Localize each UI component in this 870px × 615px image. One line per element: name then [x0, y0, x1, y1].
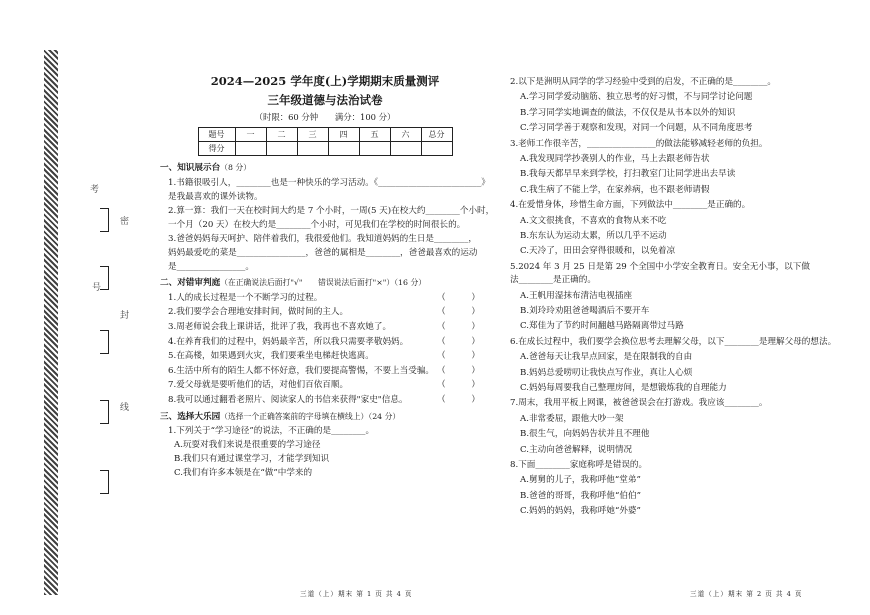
question-text: 3.爸爸妈妈每天呵护、陪伴着我们，我很爱他们。我知道妈妈的生日是________， — [168, 234, 477, 245]
judge-item — [160, 381, 490, 390]
score-cell: 一 — [235, 128, 266, 142]
question-text: 5.2024 年 3 月 25 日是第 29 个全国中小学安全教育日。安全无小事，以下做 — [510, 261, 810, 272]
score-cell[interactable] — [421, 142, 452, 156]
score-cell[interactable] — [235, 142, 266, 156]
question-text: 4.在爱惜身体，珍惜生命方面，下列做法中________是正确的。 — [510, 200, 751, 211]
seal-line — [90, 170, 144, 530]
score-cell: 二 — [266, 128, 297, 142]
judge-text: 3.周老师说会我上课讲话，批评了我，我再也不喜欢她了。 — [168, 321, 392, 332]
option-b: B.学习同学实地调查的做法，不仅仅是从书本以外的知识 — [520, 107, 736, 118]
option-c: C.妈妈每周要我自己整理房间，是想锻炼我的自理能力 — [520, 383, 727, 394]
seal-char: 封 — [120, 311, 130, 321]
seal-char: 线 — [120, 403, 130, 413]
answer-paren[interactable]: （ ） — [437, 365, 480, 376]
seal-char: 密 — [120, 217, 130, 227]
question-text: 一个月（20 天）在校大约是________个小时，可见我们在学校的时间很长的。 — [168, 219, 466, 230]
option-b: B.刘玲玲劝阻爸爸喝酒后不要开车 — [520, 306, 650, 317]
answer-paren[interactable]: （ ） — [437, 307, 480, 318]
score-value-row — [198, 142, 452, 156]
score-cell[interactable] — [266, 142, 297, 156]
section-2-title — [160, 279, 490, 288]
option-c: C.郑佳为了节约时间翻越马路隔离带过马路 — [520, 321, 684, 332]
option-b: B.东东认为运动太累，所以几乎不运动 — [520, 230, 667, 241]
option-b: B.我每天都早早来到学校，打扫教室门让同学进出去早读 — [520, 169, 736, 180]
answer-paren[interactable]: （ ） — [437, 321, 480, 332]
option-a: A.非常委屈，跟他大吵一架 — [520, 413, 624, 424]
judge-item — [160, 323, 490, 332]
question-text: 法________是正确的。 — [510, 275, 596, 286]
option-c: C.我生病了不能上学，在家养病，也不跟老师请假 — [520, 184, 710, 195]
judge-item — [160, 396, 490, 405]
option-a: A.文文很挑食，不喜欢的食物从来不吃 — [520, 215, 667, 226]
exam-subtitle: 三年级道德与法治试卷 — [267, 92, 383, 107]
judge-text: 2.我们要学会合理地安排时间，做时间的主人。 — [168, 307, 349, 318]
score-cell[interactable] — [297, 142, 328, 156]
option-a: A.玩耍对我们来说是很重要的学习途径 — [174, 440, 321, 451]
judge-text: 4.在养育我们的过程中，妈妈最辛苦，所以我只需要孝敬妈妈。 — [168, 336, 409, 347]
answer-paren[interactable]: （ ） — [437, 292, 480, 303]
score-cell: 四 — [328, 128, 359, 142]
question-text: 1.书籍很吸引人，________也是一种快乐的学习活动。《________________________》 — [168, 178, 490, 188]
question-text: 7.周末，我用平板上网课，被爸爸误会在打游戏。我应该________。 — [510, 398, 768, 409]
option-c: C.我们有许多本领是在“做”中学来的 — [174, 468, 313, 479]
seal-bracket — [100, 266, 109, 290]
option-c: C.天冷了，田田会穿得很暖和，以免着凉 — [520, 246, 676, 257]
score-cell[interactable] — [328, 142, 359, 156]
option-b: B.很生气，向妈妈告状并且不理他 — [520, 429, 650, 440]
question-text: 是________________。 — [168, 261, 254, 272]
score-table — [198, 127, 453, 156]
seal-bracket — [100, 330, 109, 354]
exam-title: 2024—2025 学年度(上)学期期末质量测评 — [210, 74, 440, 88]
score-cell: 六 — [390, 128, 421, 142]
score-cell: 五 — [359, 128, 390, 142]
option-b: B.我们只有通过课堂学习，才能学到知识 — [174, 454, 330, 465]
option-b: B.妈妈总爱唠叨让我快点写作业，真让人心烦 — [520, 367, 693, 378]
option-a: A.王帆用湿抹布清洁电视插座 — [520, 290, 633, 301]
judge-text: 5.在高楼，如果遇到火灾，我们要乘坐电梯赶快逃离。 — [168, 351, 374, 362]
question-text: 是我最喜欢的课外读物。 — [168, 191, 263, 202]
seal-bracket — [100, 208, 109, 232]
judge-text: 6.生活中所有的陌生人都不怀好意，我们要提高警惕，不要上当受骗。 — [168, 365, 435, 376]
score-cell: 总分 — [421, 128, 452, 142]
section-label: 一、知识展示台 — [160, 163, 221, 174]
option-a: A.爸爸每天让我早点回家，是在限制我的自由 — [520, 352, 693, 363]
score-cell: 题号 — [198, 128, 235, 142]
question-text: 1.下列关于“学习途径”的说法，不正确的是________。 — [168, 426, 375, 437]
page-2 — [510, 77, 837, 517]
judge-item — [160, 294, 490, 303]
seal-char: 考 — [90, 185, 100, 195]
judge-text: 1.人的成长过程是一个不断学习的过程。 — [168, 292, 323, 303]
judge-item — [160, 338, 490, 347]
score-cell: 得分 — [198, 142, 235, 156]
section-note: （在正确说法后面打"√" 错误说法后面打"×"）（16 分） — [220, 278, 427, 288]
answer-paren[interactable]: （ ） — [437, 380, 480, 391]
question-text: 妈妈最爱吃的菜是________________，爸爸的属相是________，爸爸最喜欢的运动 — [168, 247, 478, 258]
question-text: 2.算一算：我们一天在校时间大约是 7 个小时，一周(5 天)在校大约________个小时， — [168, 206, 495, 217]
page-footer: 三道（上）期末 第 2 页 共 4 页 — [690, 590, 803, 598]
score-cell[interactable] — [390, 142, 421, 156]
judge-text: 7.爱父母就是要听他们的话，对他们百依百顺。 — [168, 380, 349, 391]
question-text: 6.在成长过程中，我们要学会换位思考去理解父母，以下________是理解父母的想法。 — [510, 336, 837, 347]
question-text: 2.以下是洲明从同学的学习经验中受到的启发，不正确的是________。 — [510, 77, 777, 87]
score-cell: 三 — [297, 128, 328, 142]
score-cell[interactable] — [359, 142, 390, 156]
judge-item — [160, 367, 490, 376]
answer-paren[interactable]: （ ） — [437, 336, 480, 347]
option-a: A.我发现同学抄袭别人的作业，马上去跟老师告状 — [520, 153, 710, 164]
seal-char: 号 — [92, 283, 102, 293]
score-header-row — [198, 128, 452, 142]
seal-bracket — [100, 470, 109, 494]
seal-bracket — [100, 400, 109, 424]
exam-meta: （时限：60 分钟 满分：100 分） — [254, 112, 396, 122]
answer-paren[interactable]: （ ） — [437, 351, 480, 362]
section-note: （8 分） — [220, 163, 252, 173]
section-note: （选择一个正确答案前的字母填在横线上）（24 分） — [220, 411, 401, 421]
section-3-title — [160, 413, 490, 422]
answer-paren[interactable]: （ ） — [437, 394, 480, 405]
question-text: 3.老师工作很辛苦，________________的做法能够减轻老师的负担。 — [510, 138, 768, 149]
question-text: 8.下面________家庭称呼是错误的。 — [510, 459, 648, 470]
judge-item — [160, 352, 490, 361]
option-c: C.主动向爸爸解释，说明情况 — [520, 444, 633, 455]
option-b: B.爸爸的哥哥，我称呼他“伯伯” — [520, 490, 641, 501]
option-a: A.学习同学爱动脑筋、独立思考的好习惯，不与同学讨论问题 — [520, 92, 753, 103]
option-c: C.妈妈的妈妈，我称呼她“外婆” — [520, 506, 641, 517]
page-footer: 三道（上）期末 第 1 页 共 4 页 — [300, 590, 413, 598]
binding-pattern — [44, 50, 58, 595]
section-1-title — [160, 164, 490, 173]
section-label: 二、对错审判庭 — [160, 278, 221, 289]
section-label: 三、选择大乐园 — [160, 411, 221, 422]
judge-item — [160, 308, 490, 317]
option-a: A.舅舅的儿子，我称呼他“堂弟” — [520, 475, 641, 486]
judge-text: 8.我可以通过翻看老照片、阅读家人的书信来获得"家史"信息。 — [168, 394, 408, 405]
option-c: C.学习同学善于观察和发现，对同一个问题，从不同角度思考 — [520, 123, 753, 134]
page-1 — [160, 68, 495, 479]
